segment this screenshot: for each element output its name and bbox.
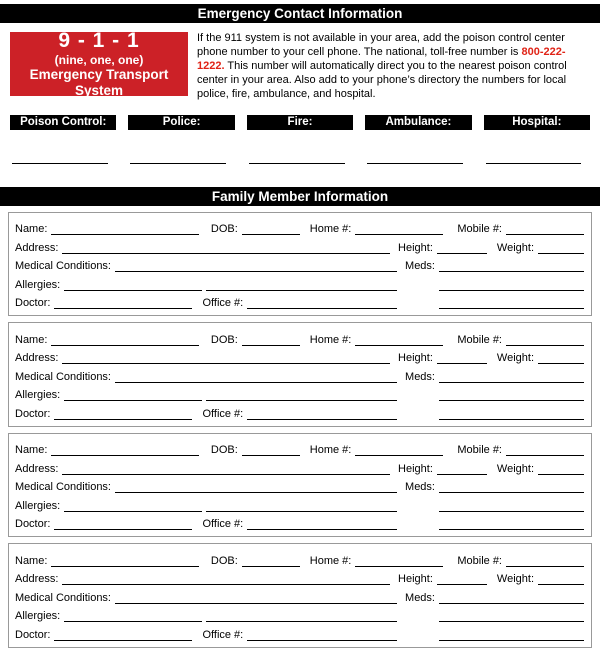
doctor-line xyxy=(54,406,192,420)
doctor-label: Doctor: xyxy=(15,407,51,420)
weight-label: Weight: xyxy=(496,241,534,254)
height-line xyxy=(437,461,487,475)
meds-continued-line-2 xyxy=(439,406,584,420)
hospital-line-cell xyxy=(484,151,590,169)
mobile-phone-line xyxy=(506,332,584,346)
name-label: Name: xyxy=(15,444,48,457)
height-line xyxy=(437,240,487,254)
allergies-label: Allergies: xyxy=(15,278,61,291)
member-row-name xyxy=(15,438,584,457)
meds-continued-line-1 xyxy=(439,387,584,401)
nine-one-one-box xyxy=(10,29,188,98)
meds-label: Meds: xyxy=(405,370,435,383)
nine-one-one-subtitle: (nine, one, one) xyxy=(54,53,144,67)
dob-label: DOB: xyxy=(210,554,238,567)
home-phone-label: Home #: xyxy=(309,333,352,346)
member-row-name xyxy=(15,217,584,236)
name-line xyxy=(51,221,198,235)
allergies-label: Allergies: xyxy=(15,499,61,512)
instructions-text-after: This number will automatically direct you to the nearest poison control center in your area. Also add to your phone’s directory the numbers for local police, fire, ambulance, and hospital. xyxy=(197,59,567,100)
meds-continued-line-2 xyxy=(439,516,584,530)
address-label: Address: xyxy=(15,462,59,475)
medical-conditions-label: Medical Conditions: xyxy=(15,370,111,383)
doctor-line xyxy=(54,516,192,530)
hospital-line xyxy=(486,151,582,164)
name-line xyxy=(51,442,198,456)
name-label: Name: xyxy=(15,223,48,236)
member-row-doctor xyxy=(15,401,584,420)
medical-conditions-label: Medical Conditions: xyxy=(15,591,111,604)
height-label: Height: xyxy=(398,573,433,586)
meds-continued-line-1 xyxy=(439,608,584,622)
member-row-medical xyxy=(15,585,584,604)
member-row-address xyxy=(15,346,584,365)
family-member-block xyxy=(8,322,592,427)
allergies-line xyxy=(64,608,202,622)
police-line-cell xyxy=(128,151,234,169)
mobile-phone-line xyxy=(506,442,584,456)
member-row-doctor xyxy=(15,512,584,531)
allergies-continued-line xyxy=(206,608,397,622)
office-phone-label: Office #: xyxy=(202,407,244,420)
office-phone-label: Office #: xyxy=(202,297,244,310)
name-line xyxy=(51,553,198,567)
height-line xyxy=(437,571,487,585)
mobile-phone-label: Mobile #: xyxy=(457,444,502,457)
address-line xyxy=(62,240,390,254)
office-phone-line xyxy=(247,516,397,530)
member-row-medical xyxy=(15,364,584,383)
section-header-emergency-contact: Emergency Contact Information xyxy=(0,4,600,23)
fire-label: Fire: xyxy=(247,115,353,130)
office-phone-line xyxy=(247,627,397,641)
mobile-phone-line xyxy=(506,221,584,235)
allergies-label: Allergies: xyxy=(15,610,61,623)
doctor-label: Doctor: xyxy=(15,518,51,531)
height-label: Height: xyxy=(398,352,433,365)
office-phone-line xyxy=(247,406,397,420)
meds-label: Meds: xyxy=(405,481,435,494)
mobile-phone-label: Mobile #: xyxy=(457,333,502,346)
meds-continued-line-2 xyxy=(439,295,584,309)
meds-continued-line-2 xyxy=(439,627,584,641)
address-line xyxy=(62,350,390,364)
dob-line xyxy=(242,221,300,235)
allergies-line xyxy=(64,277,202,291)
allergies-label: Allergies: xyxy=(15,389,61,402)
address-label: Address: xyxy=(15,573,59,586)
name-label: Name: xyxy=(15,333,48,346)
instructions-text-before: If the 911 system is not available in your area, add the poison control center phone number to your cell phone. The national, toll-free number is xyxy=(197,32,565,58)
name-label: Name: xyxy=(15,554,48,567)
member-row-address xyxy=(15,456,584,475)
weight-label: Weight: xyxy=(496,462,534,475)
height-label: Height: xyxy=(398,462,433,475)
family-member-block xyxy=(8,543,592,648)
medical-conditions-line xyxy=(115,479,397,493)
address-label: Address: xyxy=(15,352,59,365)
nine-one-one-caption: Emergency Transport System xyxy=(29,67,169,98)
address-line xyxy=(62,571,390,585)
family-members-list xyxy=(0,212,600,648)
meds-label: Meds: xyxy=(405,260,435,273)
address-line xyxy=(62,461,390,475)
hospital-label: Hospital: xyxy=(484,115,590,130)
home-phone-line xyxy=(355,332,443,346)
dob-line xyxy=(242,332,300,346)
medical-conditions-label: Medical Conditions: xyxy=(15,260,111,273)
mobile-phone-line xyxy=(506,553,584,567)
dob-line xyxy=(242,442,300,456)
dob-label: DOB: xyxy=(210,444,238,457)
member-row-medical xyxy=(15,254,584,273)
home-phone-label: Home #: xyxy=(309,223,352,236)
allergies-continued-line xyxy=(206,277,397,291)
medical-conditions-line xyxy=(115,369,397,383)
doctor-line xyxy=(54,295,192,309)
member-row-address xyxy=(15,235,584,254)
contact-number-lines-row xyxy=(0,151,600,169)
allergies-continued-line xyxy=(206,498,397,512)
nine-one-one-title: 9 - 1 - 1 xyxy=(58,29,140,52)
mobile-phone-label: Mobile #: xyxy=(457,554,502,567)
contact-labels-row xyxy=(0,115,600,130)
poison-control-label: Poison Control: xyxy=(10,115,116,130)
member-row-doctor xyxy=(15,291,584,310)
member-row-allergies xyxy=(15,493,584,512)
ambulance-line xyxy=(367,151,463,164)
weight-label: Weight: xyxy=(496,573,534,586)
medical-conditions-label: Medical Conditions: xyxy=(15,481,111,494)
dob-label: DOB: xyxy=(210,223,238,236)
weight-line xyxy=(538,461,584,475)
home-phone-label: Home #: xyxy=(309,554,352,567)
member-row-medical xyxy=(15,475,584,494)
meds-continued-line-1 xyxy=(439,277,584,291)
member-row-allergies xyxy=(15,383,584,402)
allergies-line xyxy=(64,498,202,512)
medical-conditions-line xyxy=(115,590,397,604)
member-row-name xyxy=(15,327,584,346)
ambulance-line-cell xyxy=(365,151,471,169)
weight-line xyxy=(538,571,584,585)
poison-control-phone-number: 800-222-1222. xyxy=(197,45,566,72)
weight-line xyxy=(538,350,584,364)
member-row-allergies xyxy=(15,272,584,291)
meds-line xyxy=(439,369,584,383)
family-member-block xyxy=(8,212,592,317)
doctor-label: Doctor: xyxy=(15,628,51,641)
height-label: Height: xyxy=(398,241,433,254)
allergies-line xyxy=(64,387,202,401)
office-phone-label: Office #: xyxy=(202,518,244,531)
doctor-line xyxy=(54,627,192,641)
weight-label: Weight: xyxy=(496,352,534,365)
ambulance-label: Ambulance: xyxy=(365,115,471,130)
name-line xyxy=(51,332,198,346)
meds-line xyxy=(439,590,584,604)
weight-line xyxy=(538,240,584,254)
poison-control-line-cell xyxy=(10,151,116,169)
home-phone-line xyxy=(355,442,443,456)
dob-label: DOB: xyxy=(210,333,238,346)
doctor-label: Doctor: xyxy=(15,297,51,310)
meds-label: Meds: xyxy=(405,591,435,604)
meds-line xyxy=(439,479,584,493)
police-line xyxy=(130,151,226,164)
member-row-allergies xyxy=(15,604,584,623)
section-header-family-member: Family Member Information xyxy=(0,187,600,206)
office-phone-label: Office #: xyxy=(202,628,244,641)
poison-control-line xyxy=(12,151,108,164)
fire-line xyxy=(249,151,345,164)
address-label: Address: xyxy=(15,241,59,254)
family-member-block xyxy=(8,433,592,538)
police-label: Police: xyxy=(128,115,234,130)
member-row-doctor xyxy=(15,622,584,641)
meds-line xyxy=(439,258,584,272)
instructions-paragraph xyxy=(197,32,590,102)
emergency-info-section xyxy=(0,23,600,102)
dob-line xyxy=(242,553,300,567)
fire-line-cell xyxy=(247,151,353,169)
home-phone-label: Home #: xyxy=(309,444,352,457)
meds-continued-line-1 xyxy=(439,498,584,512)
height-line xyxy=(437,350,487,364)
medical-conditions-line xyxy=(115,258,397,272)
member-row-name xyxy=(15,548,584,567)
allergies-continued-line xyxy=(206,387,397,401)
home-phone-line xyxy=(355,221,443,235)
office-phone-line xyxy=(247,295,397,309)
home-phone-line xyxy=(355,553,443,567)
mobile-phone-label: Mobile #: xyxy=(457,223,502,236)
member-row-address xyxy=(15,567,584,586)
